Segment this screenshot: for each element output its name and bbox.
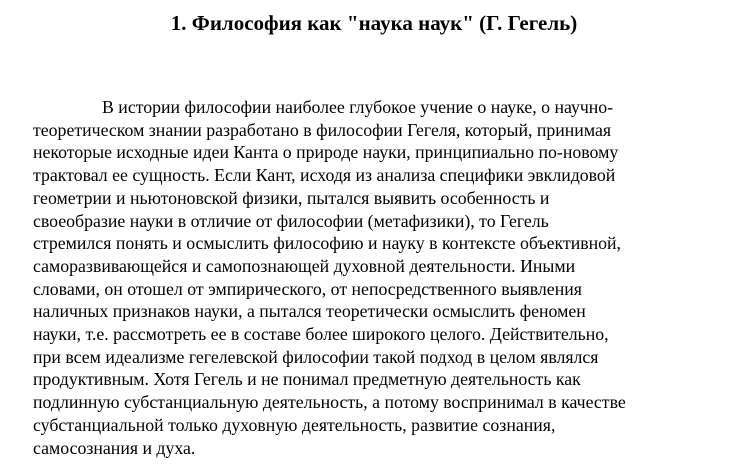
paragraph-line: стремился понять и осмыслить философию и науку в контексте объективной, [33, 233, 621, 254]
paragraph-line: теоретическом знании разработано в философии Гегеля, который, принимая [33, 119, 612, 140]
document-paragraph [33, 96, 723, 459]
paragraph-line: трактовал ее сущность. Если Кант, исходя из анализа специфики эвклидовой [33, 165, 616, 186]
paragraph-line: самосознания и духа. [33, 437, 196, 458]
paragraph-line: науки, т.е. рассмотреть ее в составе более широкого целого. Действительно, [33, 324, 609, 345]
document-title: 1. Философия как "наука наук" (Г. Гегель) [170, 11, 578, 35]
paragraph-line: геометрии и ньютоновской физики, пытался выявить особенность и [33, 187, 550, 208]
paragraph-line: словами, он отошел от эмпирического, от непосредственного выявления [33, 278, 582, 299]
paragraph-line: продуктивным. Хотя Гегель и не понимал предметную деятельность как [33, 369, 581, 390]
paragraph-line: наличных признаков науки, а пытался теоретически осмыслить феномен [33, 301, 586, 322]
paragraph-line: при всем идеализме гегелевской философии такой подход в целом являлся [33, 346, 599, 367]
paragraph-line: субстанциальной только духовную деятельность, развитие сознания, [33, 414, 556, 435]
paragraph-line: подлинную субстанциальную деятельность, а потому воспринимал в качестве [33, 392, 626, 413]
paragraph-line: некоторые исходные идеи Канта о природе науки, принципиально по-новому [33, 142, 619, 163]
paragraph-line: В истории философии наиболее глубокое учение о науке, о научно- [102, 97, 614, 117]
paragraph-line: своеобразие науки в отличие от философии (метафизики), то Гегель [33, 210, 549, 231]
paragraph-line: саморазвивающейся и самопознающей духовной деятельности. Иными [33, 255, 576, 276]
